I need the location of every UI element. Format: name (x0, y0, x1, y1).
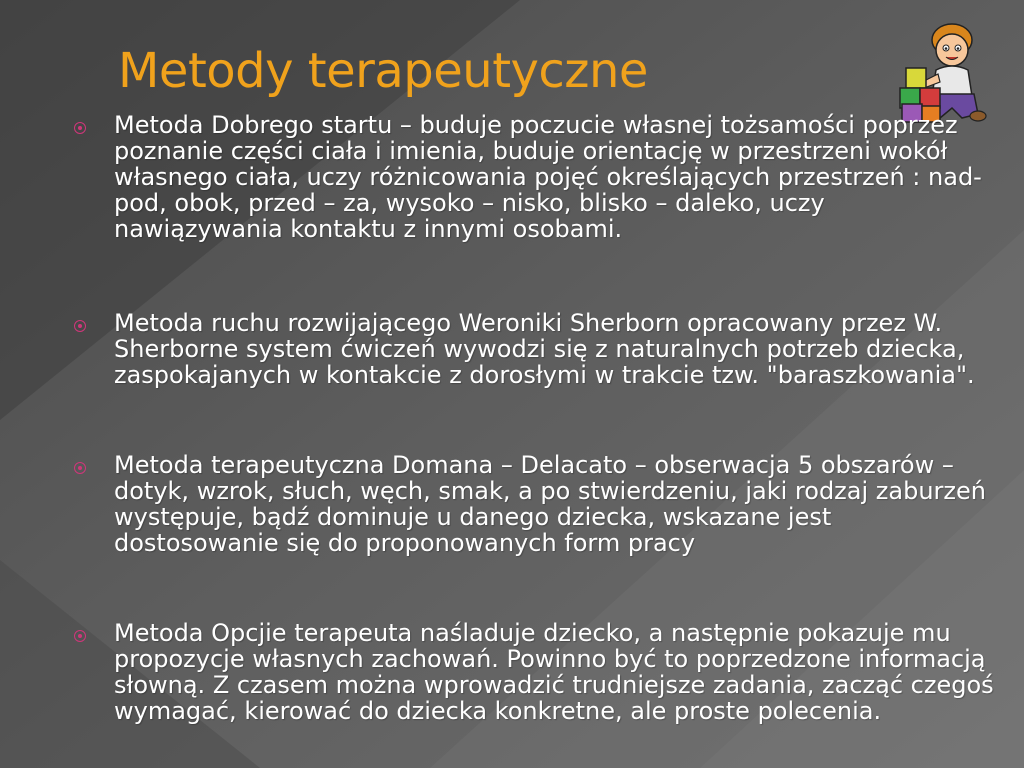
child-playing-blocks-icon (892, 22, 988, 124)
bullet-text: Metoda terapeutyczna Domana – Delacato – obserwacja 5 obszarów – dotyk, wzrok, słuch, węch, smak, a po stwierdzeniu, jaki rodzaj zaburzeń występuje, bądź dominuje u danego dziecka, wskazane jest dostosowanie się do proponowanych form pracy (114, 451, 986, 557)
list-item (74, 310, 994, 388)
list-item (74, 452, 994, 556)
bullet-text: Metoda Dobrego startu – buduje poczucie własnej tożsamości poprzez poznanie części ciała i imienia, buduje orientację w przestrzeni wokół własnego ciała, uczy różnicowania pojęć określających przestrzeń : nad- pod, obok, przed – za, wysoko – nisko, blisko – daleko, uczy nawiązywania kontaktu z innymi osobami. (114, 111, 982, 243)
bullet-icon (74, 462, 86, 474)
bullet-text: Metoda Opcjie terapeuta naśladuje dziecko, a następnie pokazuje mu propozycje własnych zachowań. Powinno być to poprzedzone informacją słowną. Z czasem można wprowadzić trudniejsze zadania, zacząć czegoś wymagać, kierować do dziecka konkretne, ale proste polecenia. (114, 619, 994, 725)
bullet-text: Metoda ruchu rozwijającego Weroniki Sherborn opracowany przez W. Sherborne system ćwiczeń wywodzi się z naturalnych potrzeb dziecka, zaspokajanych w kontakcie z dorosłymi w trakcie tzw. "baraszkowania". (114, 309, 975, 389)
bullet-icon (74, 320, 86, 332)
slide-title: Metody terapeutyczne (118, 43, 648, 99)
list-item (74, 620, 994, 724)
bullet-icon (74, 630, 86, 642)
list-item (74, 112, 994, 242)
bullet-icon (74, 122, 86, 134)
